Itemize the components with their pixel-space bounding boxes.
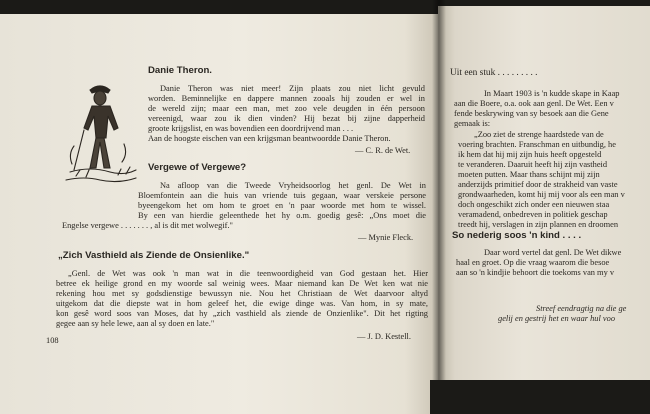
- left-page: [0, 14, 440, 414]
- vergewe-heading: Vergewe of Vergewe?: [148, 162, 247, 173]
- soldier-illustration: [62, 76, 140, 188]
- cite-fleck: — Mynie Fleck.: [358, 233, 414, 242]
- closing-line-1: Streef eendragtig na die ge: [536, 304, 627, 313]
- vergewe-line-5: Engelse vergewe . . . . . . . , al is dit met wolwegif.": [62, 221, 233, 230]
- danie-line-1: Danie Theron was niet meer! Zijn plaats zou niet licht gevuld: [160, 84, 425, 93]
- vasthield-heading: „Zich Vasthield als Ziende de Onsienlike.": [58, 250, 250, 261]
- nederig-line-2: haal en groet. Op die vraag waarom die besoe: [456, 258, 610, 267]
- stuk-line-5: „Zoo ziet de strenge haardstede van de: [474, 130, 604, 139]
- right-page: [438, 6, 650, 386]
- danie-line-3: de wereld zijn; maar een man, met zoo vele deugden in één persoon: [148, 104, 425, 113]
- stuk-line-9: moeten putten. Maar thans schijnt mij zijn: [458, 170, 600, 179]
- danie-line-5: groote krijgslist, en was bovendien een doordrijvend man . . .: [148, 124, 354, 133]
- danie-line-4: vereenigd, waar zou ik dien vinden? Hij bezat bij zijne dapperheid: [148, 114, 425, 123]
- table-background: [430, 380, 650, 414]
- danie-theron-heading: Danie Theron.: [148, 65, 212, 76]
- stuk-line-12: doch ongeschikt zich onder een nieuwen staa: [458, 200, 610, 209]
- nederig-line-3: aan so 'n kindjie behoort die toekoms van my v: [456, 268, 615, 277]
- quote-line-2: betree ek heilige grond en my woorde sal weinig wees. Maar niemand kan De Wet ken wat nie: [56, 279, 428, 288]
- book-gutter-shadow: [432, 0, 446, 414]
- stuk-line-1: In Maart 1903 is 'n kudde skape in Kaap: [484, 89, 620, 98]
- stuk-line-14: treedt hij, verslagen in zijn plannen en droomen: [458, 220, 619, 229]
- quote-line-3: rekening hou met sy godsdienstige bewussyn nie. Nou het Christiaan de Wet daarvoor altyd: [56, 289, 428, 298]
- nederig-line-1: Daar word vertel dat genl. De Wet dikwe: [484, 248, 622, 257]
- cite-kestell: — J. D. Kestell.: [357, 332, 411, 341]
- cite-de-wet: — C. R. de Wet.: [355, 146, 411, 155]
- vergewe-line-1: Na afloop van die Tweede Vryheidsoorlog het genl. De Wet in: [160, 181, 426, 190]
- stuk-line-3: fende beskrywing van sy besoek aan die Gene: [454, 109, 609, 118]
- stuk-line-7: ik hem dat hij mij zijn huis heeft opgesteld: [458, 150, 602, 159]
- page-number: 108: [46, 336, 59, 345]
- danie-line-2: worden. Beminnelijke en dappere mannen zooals hij zouden er wel in: [148, 94, 425, 103]
- stuk-line-8: te veranderen. Daaruit heeft hij zijn vastheid: [458, 160, 608, 169]
- closing-line-2: gelij en gestrij het en waar hul voo: [498, 314, 616, 323]
- vergewe-line-4: By een van hierdie geleenthede het hy o.m. goedig gesê: „Ons moet die: [138, 211, 426, 220]
- quote-line-6: gegee aan sy hele lewe, aan al sy doen en late.": [56, 319, 215, 328]
- stuk-line-13: veramadend, onbedreven in politiek geschap: [458, 210, 608, 219]
- uit-een-stuk-heading: Uit een stuk . . . . . . . . .: [450, 68, 538, 78]
- quote-line-4: uitgekom dat die diepste wat in hom geleef het, die ewige dinge was. Van hom, in sy mate,: [56, 299, 428, 308]
- quote-line-1: „Genl. de Wet was ook 'n man wat in die teenwoordigheid van God gestaan het. Hier: [68, 269, 428, 278]
- stuk-line-10: anderzijds primitief door de strakheid van vaste: [458, 180, 618, 189]
- vergewe-line-3: byeengekom het om hom te groet en 'n paar woorde met hom te wissel.: [138, 201, 426, 210]
- quote-line-5: kon gesê word soos van Moses, dat hy „zich vasthield als ziende de Onzienlike". Dit het rigting: [56, 309, 428, 318]
- vergewe-line-2: Bloemfontein aan die huis van vriende tuis gegaan, waar verskeie persone: [138, 191, 426, 200]
- so-nederig-heading: So nederig soos 'n kind . . . .: [452, 230, 582, 241]
- stuk-line-4: gemaak is:: [454, 119, 491, 128]
- stuk-line-6: voering brachten. Franschman en uitbundig, he: [458, 140, 616, 149]
- danie-line-6: Aan de hoogste eischen van een krijgsman beantwoordde Danie Theron.: [148, 134, 391, 143]
- stuk-line-11: grondwaarheden, komt hij mij voor als een man v: [458, 190, 625, 199]
- stuk-line-2: aan die Boere, o.a. ook aan genl. De Wet. Een v: [454, 99, 614, 108]
